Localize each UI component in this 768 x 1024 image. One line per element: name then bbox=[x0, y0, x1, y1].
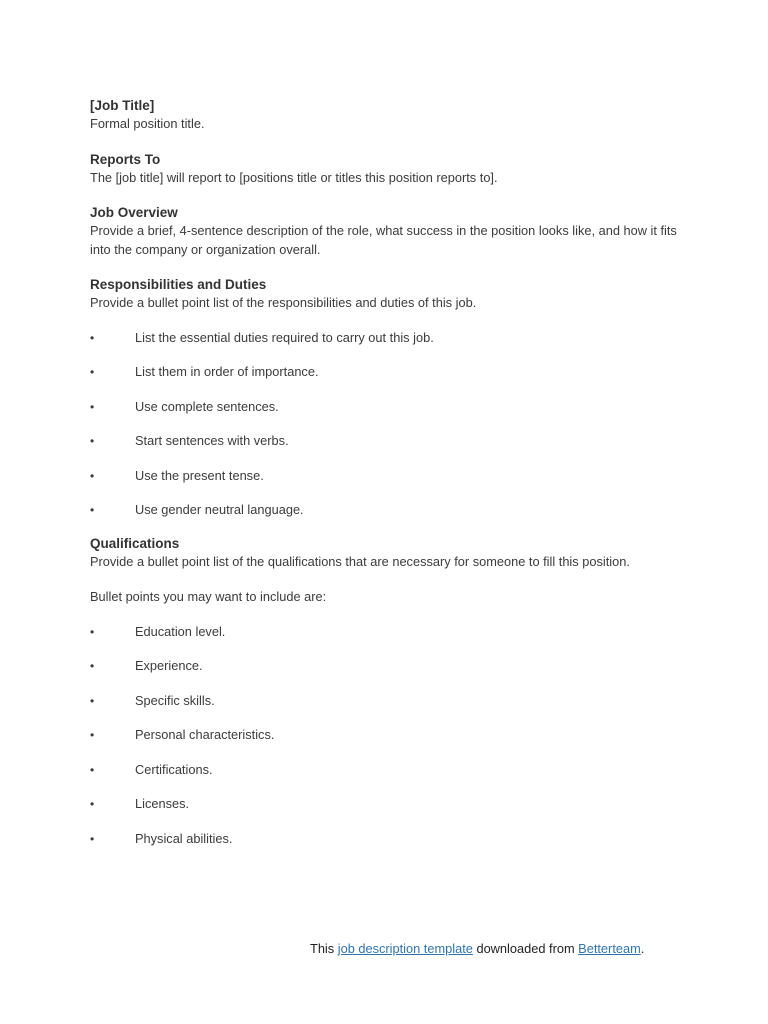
betterteam-link[interactable]: Betterteam bbox=[578, 941, 641, 956]
list-item-text: Use the present tense. bbox=[135, 467, 264, 483]
document-content bbox=[90, 97, 680, 865]
bullet-icon: • bbox=[90, 399, 95, 414]
list-item bbox=[90, 467, 680, 485]
responsibilities-intro: Provide a bullet point list of the responsibilities and duties of this job. bbox=[90, 295, 477, 310]
bullet-icon: • bbox=[90, 728, 95, 742]
footer-middle: downloaded from bbox=[472, 941, 579, 956]
list-item bbox=[90, 623, 680, 641]
list-item bbox=[90, 657, 680, 675]
bullet-icon: • bbox=[90, 797, 95, 811]
list-item bbox=[90, 501, 680, 519]
bullet-icon: • bbox=[90, 330, 95, 345]
list-item-text: Specific skills. bbox=[135, 692, 215, 708]
footer-suffix: . bbox=[640, 941, 645, 956]
list-item bbox=[90, 795, 680, 813]
job-overview-heading: Job Overview bbox=[90, 205, 178, 220]
bullet-icon: • bbox=[90, 434, 95, 448]
qualifications-heading: Qualifications bbox=[90, 535, 180, 551]
list-item-text: List the essential duties required to carry out this job. bbox=[135, 329, 434, 345]
bullet-icon: • bbox=[90, 503, 95, 517]
bullet-icon: • bbox=[90, 468, 95, 483]
footer-prefix: This bbox=[310, 941, 338, 956]
list-item-text: Use complete sentences. bbox=[135, 398, 279, 414]
job-title-text: Formal position title. bbox=[90, 116, 205, 131]
list-item-text: Education level. bbox=[135, 623, 226, 639]
reports-to-heading: Reports To bbox=[90, 151, 161, 167]
bullet-icon: • bbox=[90, 693, 95, 708]
list-item-text: Use gender neutral language. bbox=[135, 502, 304, 517]
qualifications-intro: Provide a bullet point list of the qualifications that are necessary for someone to fill this position. bbox=[90, 553, 630, 569]
list-item-text: Certifications. bbox=[135, 761, 213, 777]
list-item bbox=[90, 432, 680, 450]
list-item bbox=[90, 363, 680, 381]
job-overview-text: Provide a brief, 4-sentence description of the role, what success in the position looks like, and how it fits into the company or organization overall. bbox=[90, 223, 677, 257]
list-item bbox=[90, 398, 680, 416]
job-title-heading: [Job Title] bbox=[90, 98, 155, 113]
responsibilities-heading: Responsibilities and Duties bbox=[90, 277, 267, 292]
reports-to-text: The [job title] will report to [positions title or titles this position reports to]. bbox=[90, 169, 498, 185]
list-item-text: Licenses. bbox=[135, 796, 190, 811]
spacer bbox=[90, 571, 680, 588]
list-item bbox=[90, 329, 680, 347]
bullet-icon: • bbox=[90, 762, 95, 777]
list-item-text: Experience. bbox=[135, 658, 203, 673]
job-title-section bbox=[90, 97, 680, 134]
list-item bbox=[90, 830, 680, 848]
list-item-text: Physical abilities. bbox=[135, 830, 233, 846]
bullet-icon: • bbox=[90, 365, 95, 379]
list-item-text: Personal characteristics. bbox=[135, 727, 275, 742]
responsibilities-list bbox=[90, 329, 680, 520]
qualifications-lead: Bullet points you may want to include are: bbox=[90, 589, 327, 604]
reports-to-section bbox=[90, 151, 680, 188]
list-item bbox=[90, 761, 680, 779]
list-item bbox=[90, 726, 680, 744]
bullet-icon: • bbox=[90, 831, 95, 846]
list-item bbox=[90, 692, 680, 710]
bullet-icon: • bbox=[90, 659, 95, 673]
list-item-text: Start sentences with verbs. bbox=[135, 433, 289, 448]
qualifications-list bbox=[90, 623, 680, 848]
list-item-text: List them in order of importance. bbox=[135, 364, 319, 379]
responsibilities-section bbox=[90, 276, 680, 519]
qualifications-section bbox=[90, 535, 680, 848]
job-description-template-link[interactable]: job description template bbox=[337, 941, 473, 956]
bullet-icon: • bbox=[90, 624, 95, 639]
job-overview-section bbox=[90, 204, 680, 259]
footer-attribution bbox=[310, 940, 644, 958]
